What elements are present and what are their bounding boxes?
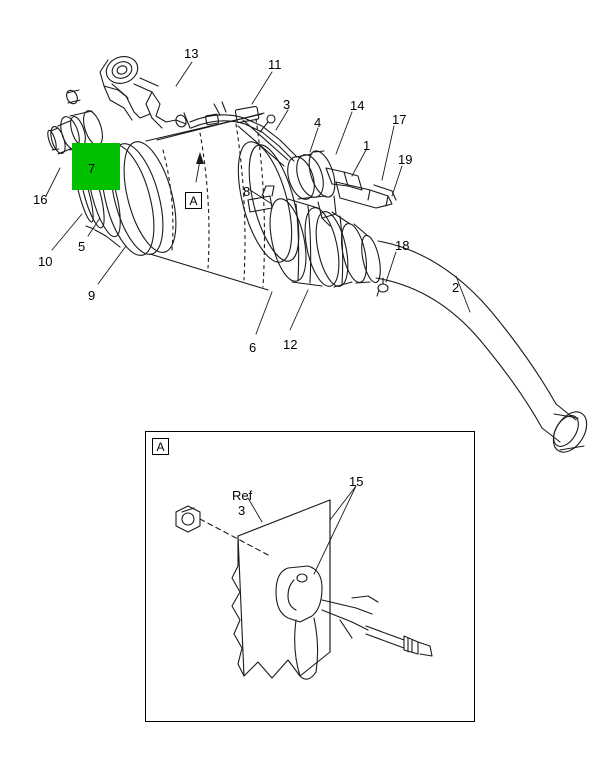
callout-16: 16	[33, 192, 48, 207]
callout-17: 17	[392, 112, 407, 127]
callout-12: 12	[283, 337, 298, 352]
callout-10: 10	[38, 254, 53, 269]
callout-1: 1	[363, 138, 371, 153]
callout-5: 5	[78, 239, 86, 254]
mid-clamp-group	[238, 120, 340, 203]
outlet-cone-group	[264, 196, 384, 290]
callout-8: 8	[243, 184, 251, 199]
upper-clamp-group	[100, 52, 190, 128]
callout-14: 14	[350, 98, 365, 113]
callout-18: 18	[395, 238, 410, 253]
callout-6: 6	[249, 340, 257, 355]
detail-view-a-frame	[145, 431, 475, 722]
highlight-part-7	[72, 143, 120, 190]
callout-7: 7	[88, 161, 96, 176]
callout-2: 2	[452, 280, 460, 295]
callout-9: 9	[88, 288, 96, 303]
sensor-tube-group	[190, 102, 296, 161]
detail-marker-a-frame: A	[152, 438, 169, 455]
tailpipe-group	[376, 238, 594, 458]
callout-3: 3	[283, 97, 291, 112]
callout-11: 11	[268, 57, 282, 72]
detail-marker-a-main: A	[185, 192, 202, 209]
callout-4: 4	[314, 115, 322, 130]
callout-19: 19	[398, 152, 413, 167]
callout-ref: Ref	[232, 488, 253, 503]
callout-13: 13	[184, 46, 199, 61]
callout-3-detail: 3	[238, 503, 246, 518]
callout-15: 15	[349, 474, 364, 489]
